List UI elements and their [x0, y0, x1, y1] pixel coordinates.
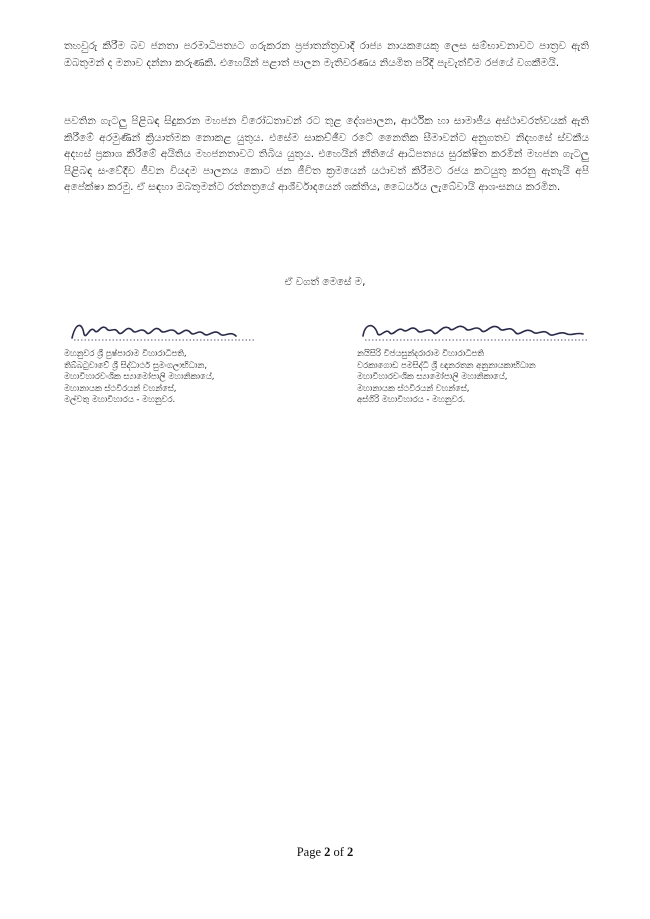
signature-left-image [64, 316, 314, 346]
body-paragraph-1: තහවුරු කිරීම බව ජනතා පරමාධිපත්‍යට ගරුකරන ප්‍රජාතන්ත්‍රවාදී රාජ්‍ය නායකයෙකු ලෙස සම්භාවනාවට පාත්‍රව ඇති ඔබතුමන් ද මනාව දන්නා කරුණකි. එහෙයින් පළාත් පාලන මැතිවරණය නියමිත පරිදි පැවැත්වීම රජයේ වගකීමයි. [64, 40, 589, 69]
signatory-left-line-4: මහානායක ස්ථවිරයන් වහන්සේ, [64, 382, 177, 393]
signatory-right-line-1: නයිසිරි විජයසුන්දරාරාම විහාරාධිපති [357, 348, 484, 358]
signatory-right-line-5: අස්ගිරි මහාවිහාරය - මහනුවර. [357, 394, 466, 404]
body-paragraph-2: පවතින ගැටලු පිළිබඳ සිදුකරන මහජන විරෝධතාවන් රට තුළ දේශපාලන, ආර්ථික හා සාමාජීය අස්ථාවරත්වයක් ඇති කිරීමේ අරමුණින් ක්‍රියාත්මක නොකළ යුතුය. එසේම සාකච්ඡීව රටේ නෛතික සීමාවන්ට අනුගතව නිදහසේ ස්වකීය අදහස් ප්‍රකාශ කිරීමේ අයිතිය මහජනතාවට තිබිය යුතුය. එහෙයින් නීතියේ ආධිපත්‍යය සුරක්ෂිත කරමින් මහජන ගැටලු පිළිබඳ සංවේදීව ජීවන වියදම පාලනය කොට ජන ජීවිත ක්‍රමයෙන් යථාවත් කිරීමට රජය කටයුතු කරනු ඇතැයි අපි අපේක්ෂා කරමු. ඒ සඳහා ඔබතුමන්ට රත්නත්‍රයේ ආශීර්වාදයෙන් ශක්තිය, ධෛර්යය ලැබේවායි ආශංසනය කරමින. [64, 115, 589, 193]
signatory-left [64, 316, 314, 406]
signatory-left-line-3: මහාවිහාරවංශික ස්‍යාමෝපාලි මහානිකායේ, [64, 371, 215, 381]
signatory-right-line-4: මහානායක ස්ථවිරයන් වහන්සේ, [357, 382, 470, 393]
page-footer [0, 845, 650, 860]
footer-page-word: Page [296, 845, 321, 859]
signatory-right [357, 316, 607, 406]
signatory-left-line-1: මහනුවර ශ්‍රී පුෂ්පාරාම විහාරාධිපති, [64, 348, 187, 358]
footer-of-word: of [333, 845, 344, 859]
signature-right-image [357, 316, 607, 346]
signatory-left-line-2: තිබ්බටුවාවේ ශ්‍රී සිද්ධාර්ථ සුමංගලාභිධාන, [64, 359, 208, 370]
footer-page-total: 2 [347, 845, 354, 859]
signatory-right-line-2: වරකාගොඩ පමසිද්ධි ශ්‍රී ඥානරතන අනුනායකාභිධාන [357, 359, 536, 370]
closing-salutation: ඒ වගත් මෙසේ ම, [284, 276, 366, 288]
signatory-right-line-3: මහාවිහාරවංශික ස්‍යාමෝපාලි මහානිකායේ, [357, 371, 508, 381]
footer-page-number: 2 [324, 845, 331, 859]
signatory-left-line-5: මල්වතු මහාවිහාරය - මහනුවර. [64, 394, 176, 404]
